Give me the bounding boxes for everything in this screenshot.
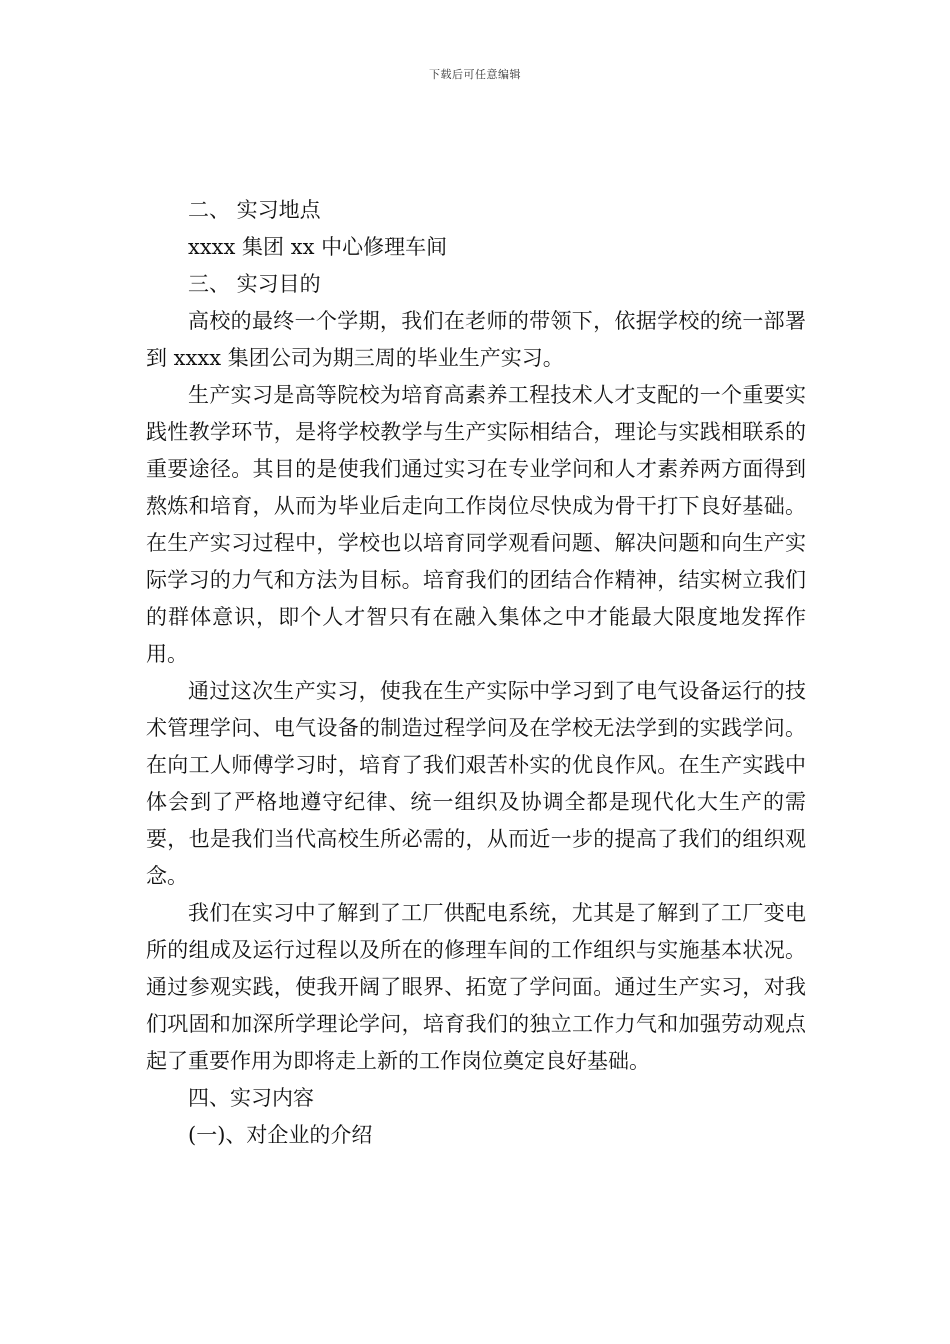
purpose-paragraph-1: 高校的最终一个学期，我们在老师的带领下，依据学校的统一部署到 xxxx 集团公司为期三周的毕业生产实习。 bbox=[146, 309, 806, 370]
location-value: xxxx 集团 xx 中心修理车间 bbox=[188, 235, 448, 259]
purpose-paragraph-3: 通过这次生产实习，使我在生产实际中学习到了电气设备运行的技术管理学问、电气设备的制造过程学问及在学校无法学到的实践学问。在向工人师傅学习时，培育了我们艰苦朴实的优良作风。在生产实践中体会到了严格地遵守纪律、统一组织及协调全都是现代化大生产的需要，也是我们当代高校生所必需的，从而近一步的提高了我们的组织观念。 bbox=[146, 679, 806, 888]
subsection-heading-company-intro: (一)、对企业的介绍 bbox=[188, 1123, 373, 1147]
document-body bbox=[146, 192, 806, 1154]
purpose-paragraph-4: 我们在实习中了解到了工厂供配电系统，尤其是了解到了工厂变电所的组成及运行过程以及所在的修理车间的工作组织与实施基本状况。通过参观实践，使我开阔了眼界、拓宽了学问面。通过生产实习，对我们巩固和加深所学理论学问，培育我们的独立工作力气和加强劳动观点起了重要作用为即将走上新的工作岗位奠定良好基础。 bbox=[146, 901, 806, 1073]
page-header-note: 下载后可任意编辑 bbox=[429, 68, 521, 81]
section-heading-purpose: 三、 实习目的 bbox=[188, 272, 321, 296]
purpose-paragraph-2: 生产实习是高等院校为培育高素养工程技术人才支配的一个重要实践性教学环节，是将学校教学与生产实际相结合，理论与实践相联系的重要途径。其目的是使我们通过实习在专业学问和人才素养两方面得到熬炼和培育，从而为毕业后走向工作岗位尽快成为骨干打下良好基础。在生产实习过程中，学校也以培育同学观看问题、解决问题和向生产实际学习的力气和方法为目标。培育我们的团结合作精神，结实树立我们的群体意识，即个人才智只有在融入集体之中才能最大限度地发挥作用。 bbox=[146, 383, 806, 666]
section-heading-location: 二、 实习地点 bbox=[188, 198, 321, 222]
section-heading-content: 四、实习内容 bbox=[188, 1086, 314, 1110]
